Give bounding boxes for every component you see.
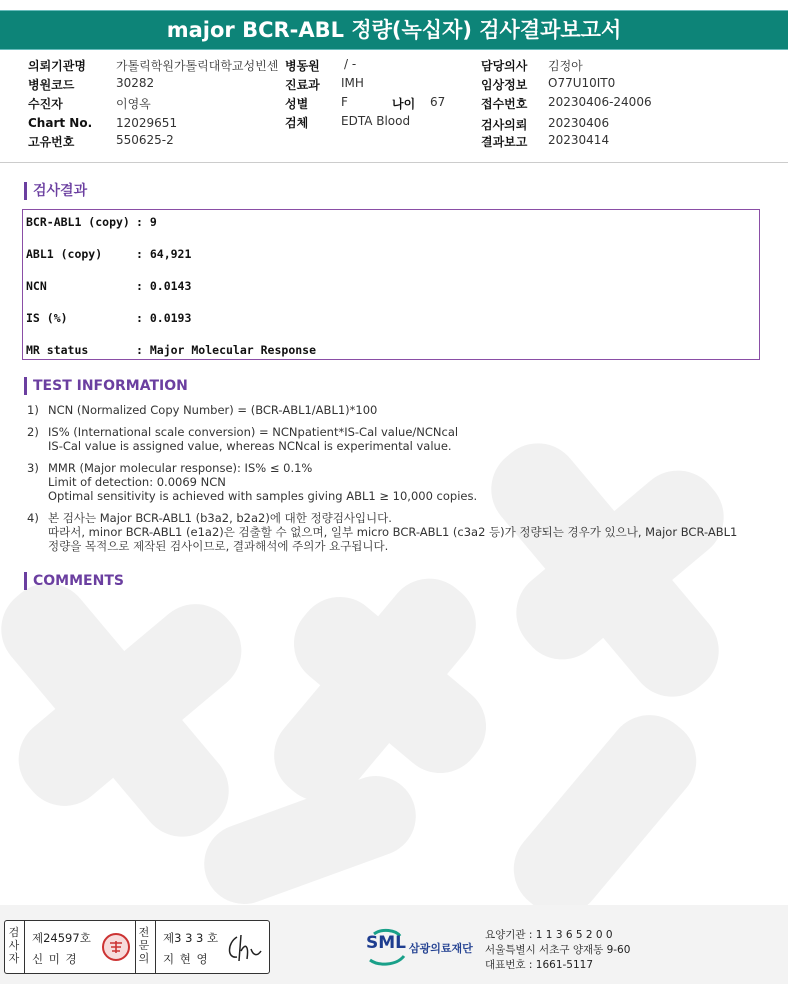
info-label-receipt-no: 접수번호 [481, 97, 528, 111]
info-value-specimen: EDTA Blood [341, 114, 411, 128]
org-address: 서울특별시 서초구 양재동 9-60 [485, 944, 631, 956]
sml-logo-text: SML [366, 933, 406, 953]
signature-box [4, 920, 270, 974]
info-label-chart-no: Chart No. [28, 116, 93, 130]
test-info-line: 따라서, minor BCR-ABL1 (e1a2)은 검출할 수 없으며, 일부 micro BCR-ABL1 (c3a2 등)가 정량되는 경우가 있으나, Major BCR-ABL1 [48, 525, 738, 539]
test-info-line: Optimal sensitivity is achieved with samples giving ABL1 ≥ 10,000 copies. [48, 489, 478, 503]
tester-license-no: 제24597호 [32, 931, 91, 945]
results-box [22, 209, 760, 360]
info-value-age: 67 [430, 95, 446, 109]
info-value-doctor: 김정아 [548, 59, 583, 73]
info-label-institution: 의뢰기관명 [28, 59, 86, 73]
info-value-institution: 가톨릭학원가톨릭대학교성빈센 [116, 59, 279, 73]
org-phone: 대표번호 : 1661-5117 [485, 959, 594, 971]
info-label-report-date: 결과보고 [481, 135, 528, 149]
test-info-num-3: 3) [27, 461, 39, 475]
info-value-request-date: 20230406 [548, 116, 610, 130]
divider [24, 921, 25, 973]
test-info-line: 정량을 목적으로 제작된 검사이므로, 결과해석에 주의가 요구됩니다. [48, 539, 389, 553]
test-info-line: NCN (Normalized Copy Number) = (BCR-ABL1/ABL1)*100 [48, 403, 378, 417]
test-info-num-2: 2) [27, 425, 39, 439]
info-label-age: 나이 [392, 97, 416, 111]
info-value-ward: / - [344, 57, 357, 71]
org-code: 요양기관 : 1 1 3 6 5 2 0 0 [485, 929, 613, 941]
result-value-mr-status: : Major Molecular Response [136, 343, 317, 357]
test-info-line: MMR (Major molecular response): IS% ≤ 0.1% [48, 461, 313, 475]
info-label-doctor: 담당의사 [481, 59, 528, 73]
info-value-receipt-no: 20230406-24006 [548, 95, 652, 109]
comments-heading: COMMENTS [24, 572, 124, 590]
info-label-clinical: 임상정보 [481, 78, 528, 92]
info-value-chart-no: 12029651 [116, 116, 178, 130]
tester-name: 신 미 경 [32, 952, 78, 966]
test-info-heading: TEST INFORMATION [24, 377, 188, 395]
test-info-line: 본 검사는 Major BCR-ABL1 (b3a2, b2a2)에 대한 정량검사입니다. [48, 511, 392, 525]
info-value-unique-no: 550625-2 [116, 133, 174, 147]
results-heading: 검사결과 [24, 182, 87, 200]
result-value-is: : 0.0193 [136, 311, 192, 325]
test-info-line: IS-Cal value is assigned value, whereas NCNcal is experimental value. [48, 439, 452, 453]
info-value-sex: F [341, 95, 348, 109]
test-info-num-4: 4) [27, 511, 39, 525]
info-value-patient: 이영옥 [116, 97, 151, 111]
result-label-mr-status: MR status [26, 343, 89, 357]
info-label-department: 진료과 [285, 78, 320, 92]
divider [135, 921, 136, 973]
result-label-is: IS (%) [26, 311, 68, 325]
specialist-label: 전 문 의 [138, 926, 150, 965]
info-value-department: IMH [341, 76, 364, 90]
info-label-hospital-code: 병원코드 [28, 78, 75, 92]
result-value-ncn: : 0.0143 [136, 279, 192, 293]
specialist-signature-icon [223, 931, 263, 965]
org-name: 삼광의료재단 [409, 942, 473, 955]
result-value-bcr-abl1: : 9 [136, 215, 157, 229]
test-info-line: IS% (International scale conversion) = NCNpatient*IS-Cal value/NCNcal [48, 425, 459, 439]
tester-seal-icon [102, 933, 130, 961]
result-label-bcr-abl1: BCR-ABL1 (copy) [26, 215, 130, 229]
info-label-patient: 수진자 [28, 97, 63, 111]
info-label-request-date: 검사의뢰 [481, 118, 528, 132]
result-label-ncn: NCN [26, 279, 47, 293]
info-label-sex: 성별 [285, 97, 309, 111]
result-value-abl1: : 64,921 [136, 247, 192, 261]
specialist-name: 지 현 영 [163, 952, 209, 966]
info-label-ward: 병동원 [285, 59, 320, 73]
info-value-clinical: O77U10IT0 [548, 76, 616, 90]
info-value-report-date: 20230414 [548, 133, 610, 147]
test-info-num-1: 1) [27, 403, 39, 417]
info-value-hospital-code: 30282 [116, 76, 155, 90]
info-label-specimen: 검체 [285, 116, 309, 130]
report-title: major BCR-ABL 정량(녹십자) 검사결과보고서 [0, 10, 788, 50]
divider [155, 921, 156, 973]
result-label-abl1: ABL1 (copy) [26, 247, 103, 261]
test-info-line: Limit of detection: 0.0069 NCN [48, 475, 226, 489]
divider [0, 162, 788, 163]
specialist-license-no: 제3 3 3 호 [163, 931, 219, 945]
tester-label: 검 사 자 [8, 926, 20, 965]
info-label-unique-no: 고유번호 [28, 135, 75, 149]
